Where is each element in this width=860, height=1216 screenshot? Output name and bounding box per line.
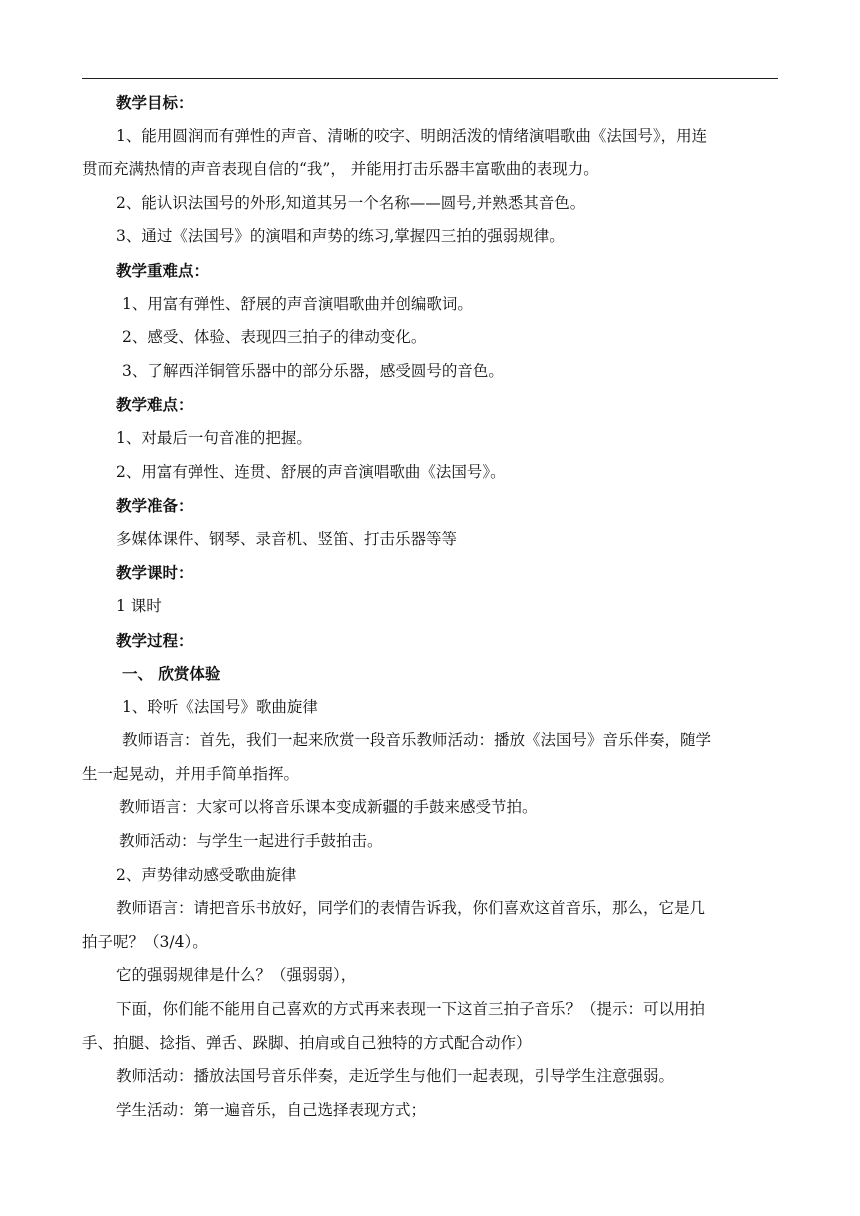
section-heading: 一、 欣赏体验 bbox=[122, 664, 221, 684]
paragraph-line: 教师语言：首先，我们一起来欣赏一段音乐教师活动：播放《法国号》音乐伴奏，随学 bbox=[122, 731, 712, 750]
section-heading: 教学难点： bbox=[116, 395, 194, 415]
document-body bbox=[82, 86, 778, 1127]
section-heading: 教学目标： bbox=[116, 93, 194, 112]
paragraph-line: 1、聆听《法国号》歌曲旋律 bbox=[122, 697, 318, 716]
paragraph-line: 教师语言：大家可以将音乐课本变成新疆的手鼓来感受节拍。 bbox=[119, 798, 538, 817]
paragraph-line: 多媒体课件、钢琴、录音机、竖笛、打击乐器等等 bbox=[116, 529, 458, 548]
paragraph-line: 教师活动：播放法国号音乐伴奏，走近学生与他们一起表现，引导学生注意强弱。 bbox=[116, 1067, 675, 1086]
paragraph-line: 学生活动：第一遍音乐，自己选择表现方式； bbox=[116, 1100, 427, 1119]
paragraph-line: 1、能用圆润而有弹性的声音、清晰的咬字、明朗活泼的情绪演唱歌曲《法国号》，用连 bbox=[116, 126, 708, 145]
paragraph-line: 2、用富有弹性、连贯、舒展的声音演唱歌曲《法国号》。 bbox=[116, 462, 506, 481]
paragraph-line: 拍子呢？（3/4）。 bbox=[82, 932, 208, 951]
header-rule bbox=[82, 78, 778, 79]
section-heading: 教学准备： bbox=[116, 496, 194, 516]
paragraph-line: 手、拍腿、捻指、弹舌、跺脚、拍肩或自己独特的方式配合动作） bbox=[82, 1033, 532, 1052]
paragraph-line: 贯而充满热情的声音表现自信的“我”， 并能用打击乐器丰富歌曲的表现力。 bbox=[82, 160, 599, 179]
paragraph-line: 3、了解西洋铜管乐器中的部分乐器，感受圆号的音色。 bbox=[122, 361, 504, 380]
paragraph-line: 1、用富有弹性、舒展的声音演唱歌曲并创编歌词。 bbox=[122, 294, 473, 313]
paragraph-line: 生一起晃动，并用手简单指挥。 bbox=[82, 764, 300, 783]
paragraph-line: 下面，你们能不能用自己喜欢的方式再来表现一下这首三拍子音乐？（提示：可以用拍 bbox=[116, 1000, 706, 1019]
paragraph-line: 2、能认识法国号的外形,知道其另一个名称——圆号,并熟悉其音色。 bbox=[116, 193, 586, 212]
paragraph-line: 3、通过《法国号》的演唱和声势的练习,掌握四三拍的强弱规律。 bbox=[116, 227, 565, 246]
section-heading: 教学过程： bbox=[116, 630, 194, 650]
paragraph-line: 1 课时 bbox=[116, 596, 162, 615]
paragraph-line: 2、感受、体验、表现四三拍子的律动变化。 bbox=[122, 328, 427, 347]
section-heading: 教学课时： bbox=[116, 563, 194, 583]
paragraph-line: 教师语言：请把音乐书放好，同学们的表情告诉我，你们喜欢这首音乐，那么，它是几 bbox=[116, 899, 706, 918]
paragraph-line: 2、声势律动感受歌曲旋律 bbox=[116, 865, 297, 884]
section-heading: 教学重难点： bbox=[116, 260, 210, 280]
paragraph-line: 它的强弱规律是什么？（强弱弱）， bbox=[116, 966, 357, 985]
paragraph-line: 教师活动：与学生一起进行手鼓拍击。 bbox=[119, 832, 383, 851]
paragraph-line: 1、对最后一句音准的把握。 bbox=[116, 428, 312, 447]
